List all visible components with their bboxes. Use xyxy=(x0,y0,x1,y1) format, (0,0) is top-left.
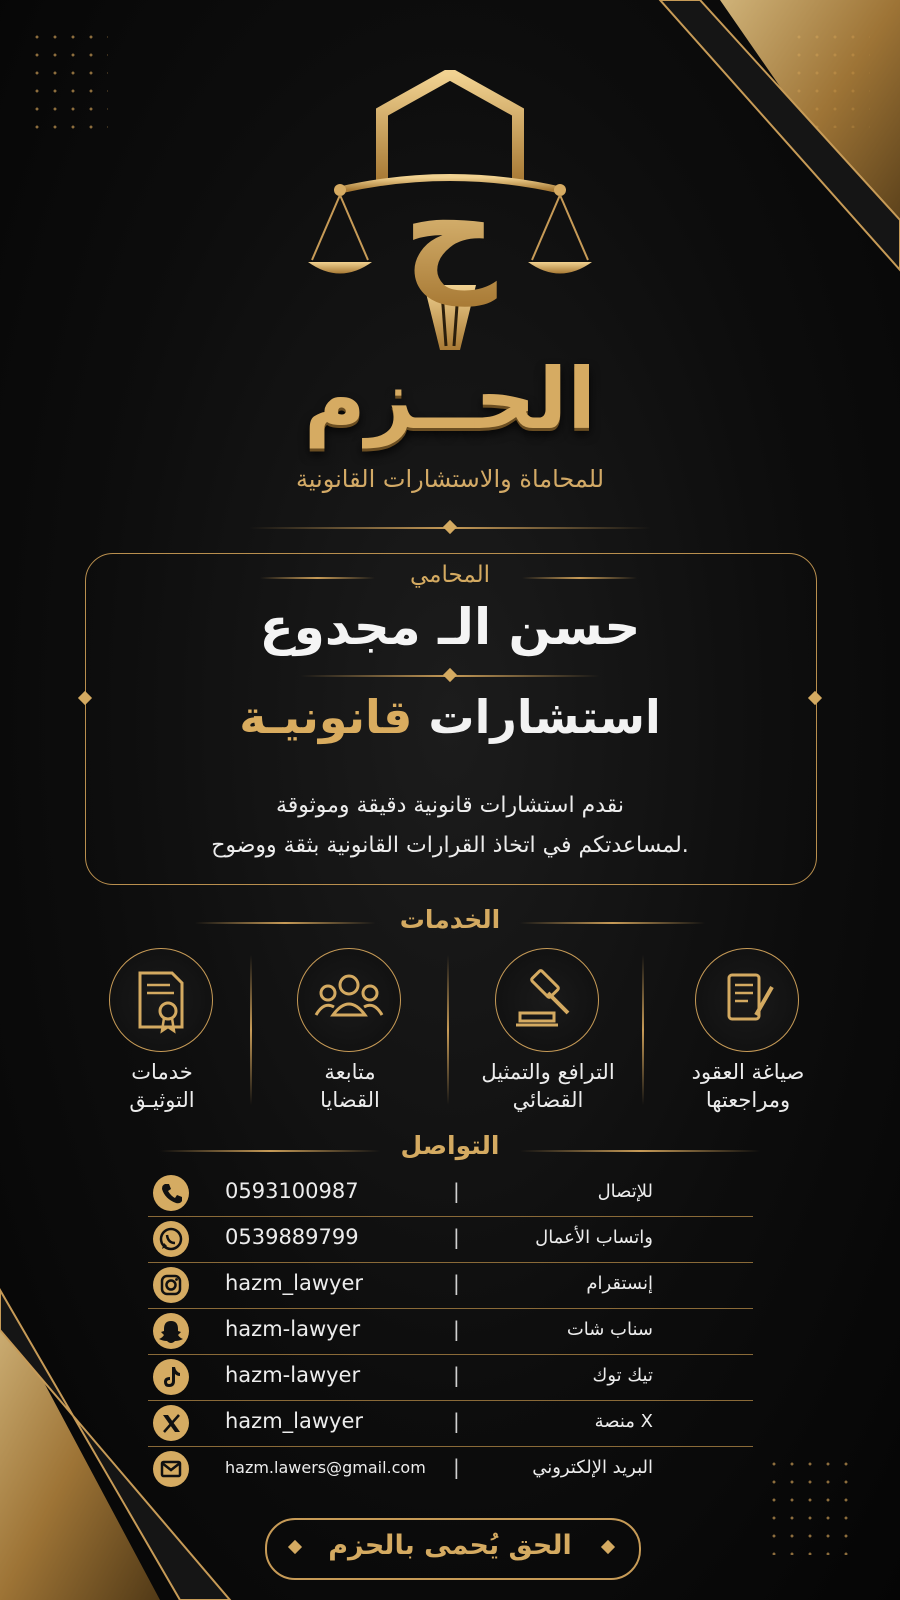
instagram-icon xyxy=(153,1267,189,1303)
footer-slogan: الحق يُحمى بالحزم xyxy=(328,1530,572,1561)
service-label-line-1: صياغة العقود xyxy=(691,1060,805,1084)
contact-separator: | xyxy=(453,1271,460,1295)
service-icon-circle xyxy=(695,948,799,1052)
email-icon-badge xyxy=(153,1451,189,1487)
service-case-followup xyxy=(275,948,425,1112)
service-litigation xyxy=(473,948,623,1112)
contact-label: سناب شات xyxy=(566,1319,653,1340)
contract-pen-icon xyxy=(696,949,798,1051)
service-label-line-2: ومراجعتها xyxy=(705,1088,791,1112)
description-line-2: لمساعدتكم في اتخاذ القرارات القانونية بثقة ووضوح. xyxy=(211,833,689,858)
contact-separator: | xyxy=(453,1409,460,1433)
services-title: الخدمات xyxy=(399,905,501,934)
service-icon-circle xyxy=(109,948,213,1052)
service-label-line-1: الترافع والتمثيل xyxy=(481,1060,615,1084)
contact-value: 0593100987 xyxy=(225,1179,359,1203)
whatsapp-icon-badge xyxy=(153,1221,189,1257)
headline xyxy=(0,690,900,744)
service-label-line-1: خدمات xyxy=(131,1060,193,1084)
service-notarization xyxy=(87,948,237,1112)
x-icon-badge xyxy=(153,1405,189,1441)
x-icon xyxy=(153,1405,189,1441)
lawyer-title: المحامي xyxy=(409,562,491,588)
headline-part: استشارات xyxy=(428,690,661,744)
contact-label: البريد الإلكتروني xyxy=(532,1457,653,1478)
contact-value: hazm-lawyer xyxy=(225,1317,361,1341)
contact-row-tiktok[interactable] xyxy=(148,1354,753,1401)
service-label-line-2: القضائي xyxy=(512,1088,584,1112)
contact-title: التواصل xyxy=(400,1131,500,1160)
service-contract-drafting xyxy=(673,948,823,1112)
snapchat-icon xyxy=(153,1313,189,1349)
contact-row-snapchat[interactable] xyxy=(148,1308,753,1355)
contact-row-email[interactable] xyxy=(148,1446,753,1492)
email-icon xyxy=(153,1451,189,1487)
lawyer-name: حسن الـ مجدوع xyxy=(259,598,641,656)
service-label-line-1: متابعة xyxy=(324,1060,376,1084)
contact-label: منصة X xyxy=(594,1411,653,1432)
contact-label: تيك توك xyxy=(592,1365,653,1386)
contact-row-instagram[interactable] xyxy=(148,1262,753,1309)
contact-separator: | xyxy=(453,1455,460,1479)
snapchat-icon-badge xyxy=(153,1313,189,1349)
contact-row-x[interactable] xyxy=(148,1400,753,1447)
brand-name: الحــزم xyxy=(303,350,597,448)
tiktok-icon xyxy=(153,1359,189,1395)
service-divider xyxy=(250,955,252,1105)
contact-label: واتساب الأعمال xyxy=(535,1227,653,1248)
tiktok-icon-badge xyxy=(153,1359,189,1395)
whatsapp-icon xyxy=(153,1221,189,1257)
contact-row-whatsapp[interactable] xyxy=(148,1216,753,1263)
certificate-icon xyxy=(110,949,212,1051)
service-divider xyxy=(642,955,644,1105)
service-label-line-2: القضايا xyxy=(320,1088,380,1112)
contact-separator: | xyxy=(453,1317,460,1341)
description-line-1: نقدم استشارات قانونية دقيقة وموثوقة xyxy=(275,793,625,818)
brand-tagline: للمحاماة والاستشارات القانونية xyxy=(295,465,605,493)
contact-separator: | xyxy=(453,1225,460,1249)
headline-highlight: قانونيـة xyxy=(239,690,413,744)
people-group-icon xyxy=(298,949,400,1051)
service-icon-circle xyxy=(297,948,401,1052)
scales-of-justice-logo-icon xyxy=(300,70,600,360)
contact-row-phone[interactable] xyxy=(148,1170,753,1217)
service-icon-circle xyxy=(495,948,599,1052)
gavel-icon xyxy=(496,949,598,1051)
service-label-line-2: التوثيـق xyxy=(129,1088,195,1112)
contact-value: hazm.lawers@gmail.com xyxy=(225,1458,426,1477)
logo-letter: ح xyxy=(403,154,497,306)
contact-value: 0539889799 xyxy=(225,1225,359,1249)
contact-separator: | xyxy=(453,1363,460,1387)
contact-value: hazm_lawyer xyxy=(225,1409,364,1433)
contact-label: إنستقرام xyxy=(586,1273,653,1294)
contact-value: hazm-lawyer xyxy=(225,1363,361,1387)
instagram-icon-badge xyxy=(153,1267,189,1303)
phone-icon-badge xyxy=(153,1175,189,1211)
contact-separator: | xyxy=(453,1179,460,1203)
service-divider xyxy=(447,955,449,1105)
contact-label: للإتصال xyxy=(597,1181,653,1202)
contact-value: hazm_lawyer xyxy=(225,1271,364,1295)
phone-icon xyxy=(153,1175,189,1211)
